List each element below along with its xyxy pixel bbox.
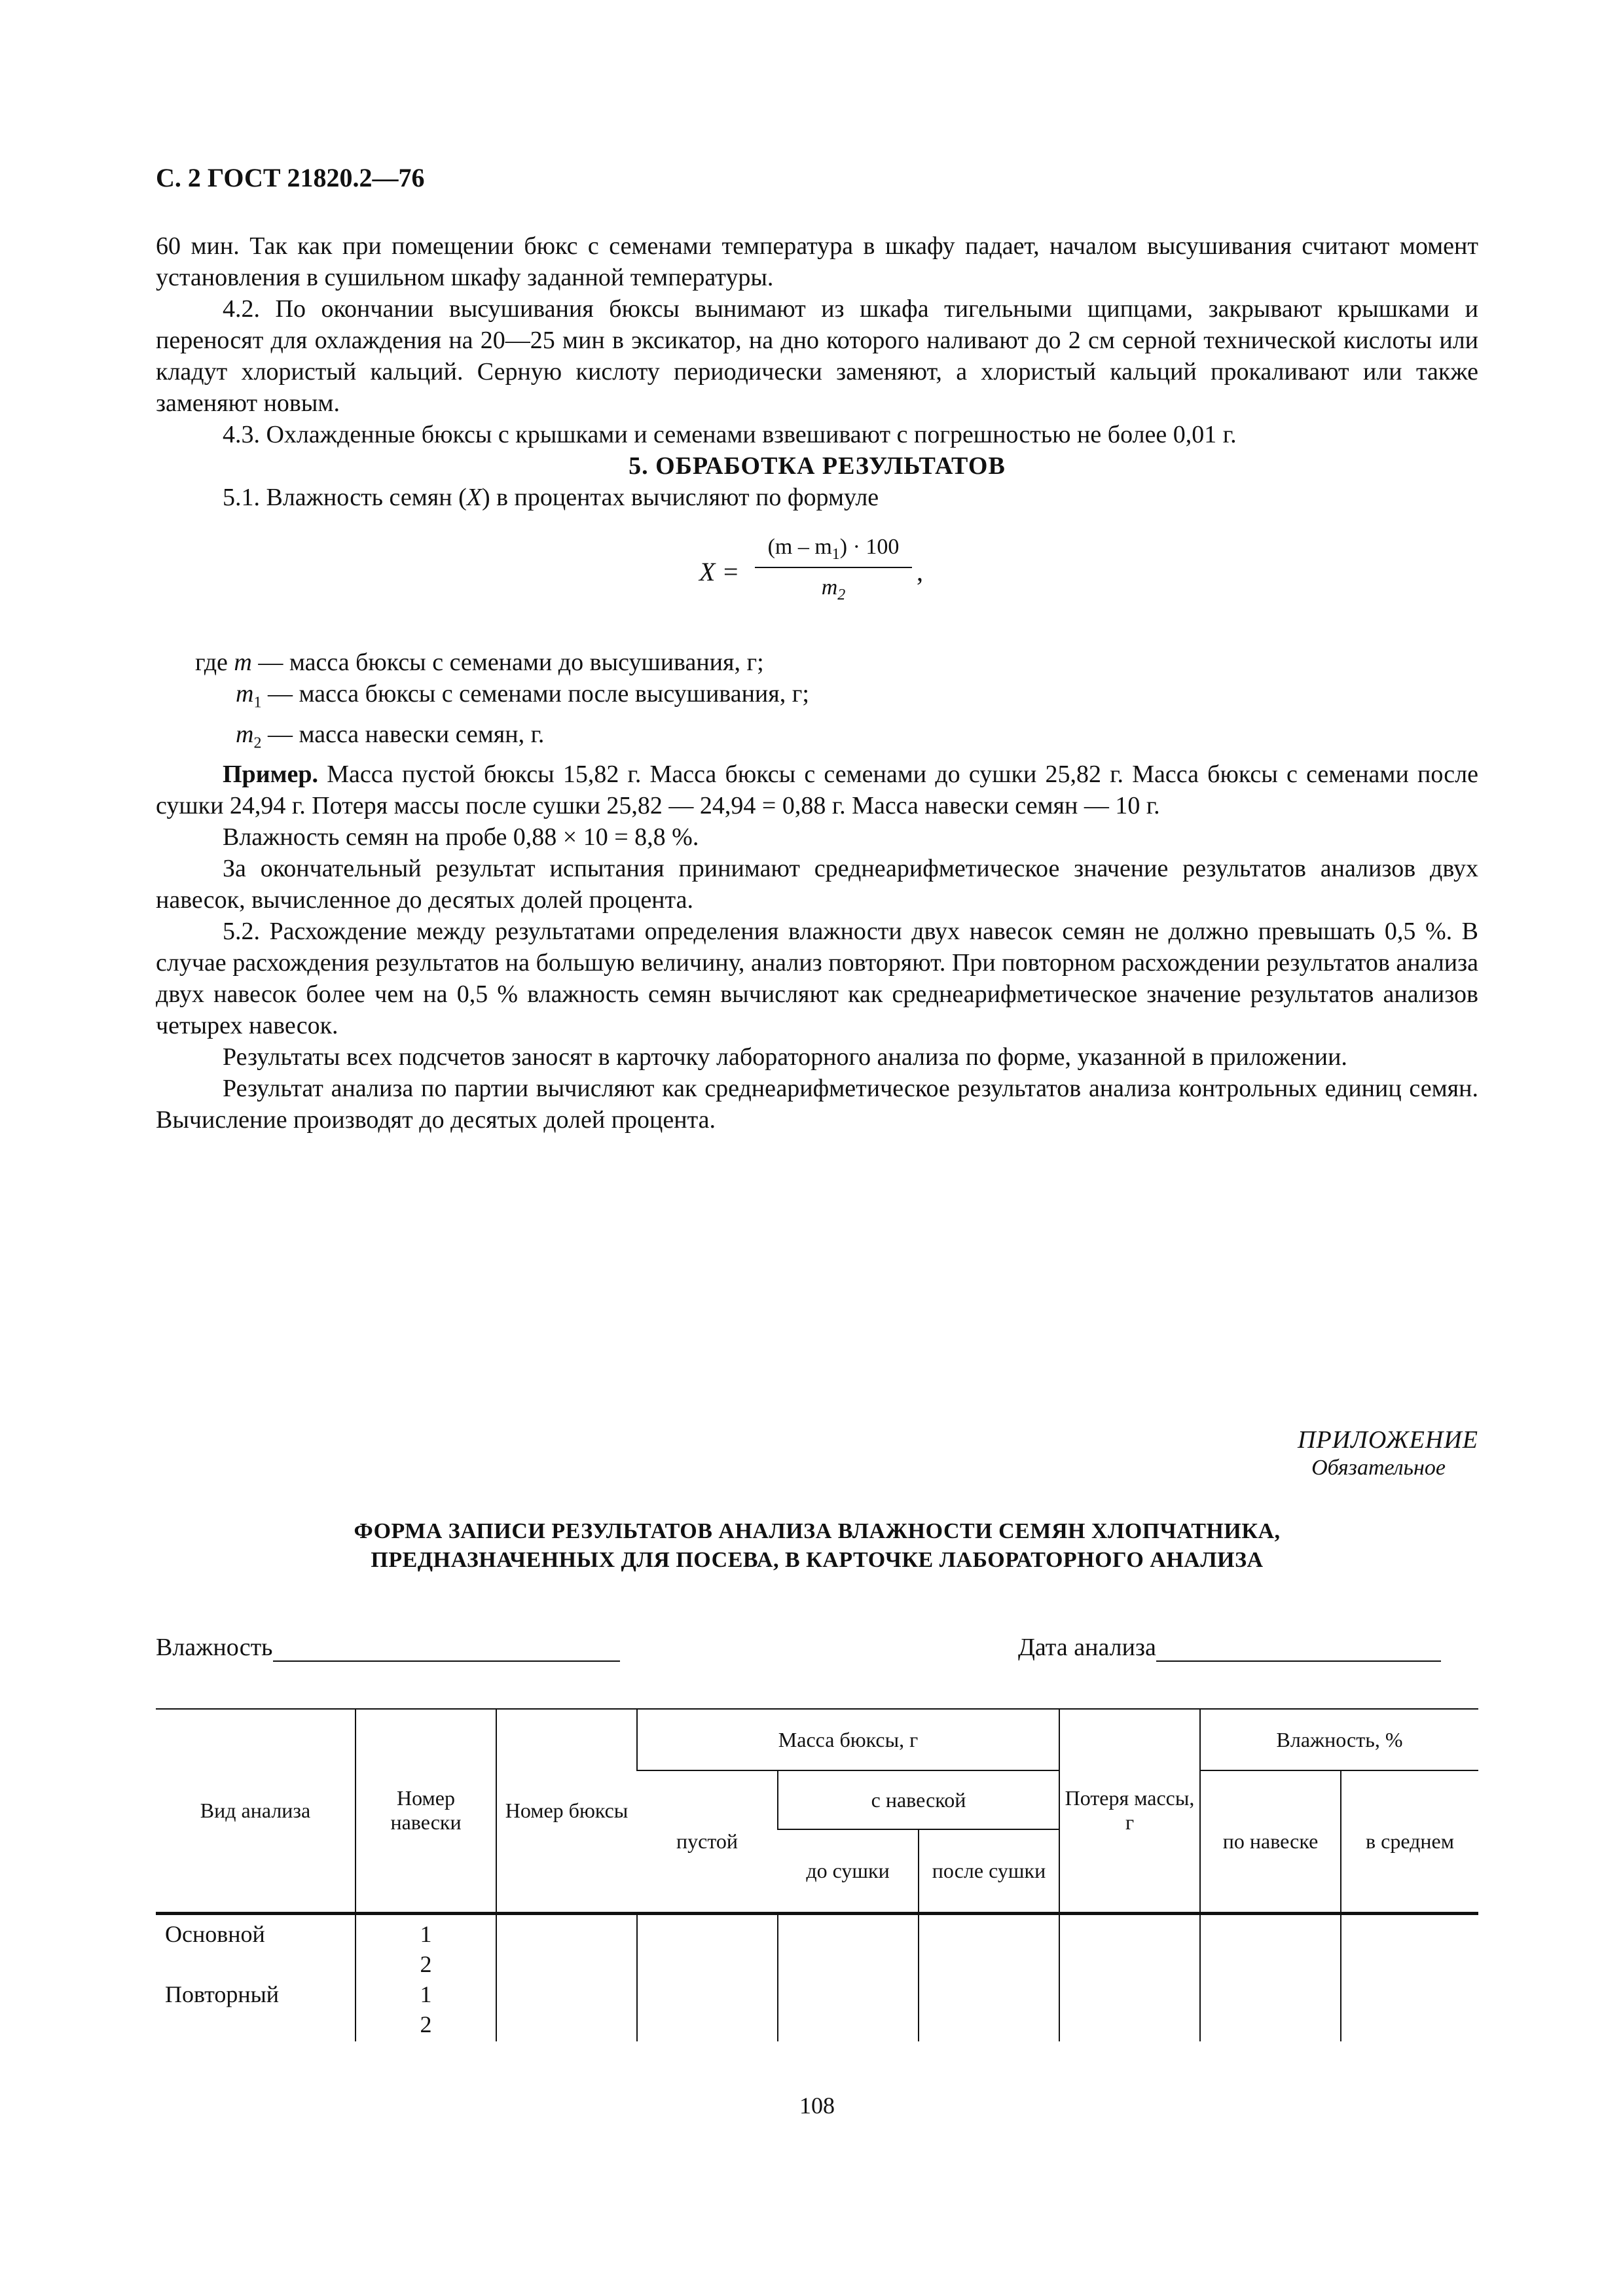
formula-comma: ,: [917, 557, 923, 586]
header-before-drying: до сушки: [778, 1829, 919, 1913]
legend-where: где: [195, 649, 234, 676]
formula-legend: [156, 647, 1478, 759]
legend-m-var: m: [234, 649, 252, 676]
section-5-title: 5. ОБРАБОТКА РЕЗУЛЬТАТОВ: [629, 452, 1006, 480]
example-label: Пример.: [223, 761, 318, 789]
empty-mass-cell[interactable]: [637, 1913, 778, 2041]
per-sample-cell[interactable]: [1200, 1913, 1341, 2041]
form-title: [156, 1517, 1478, 1575]
paragraph-4-2: 4.2. По окончании высушивания бюксы вынимают из шкафа тигельными щипцами, закрывают крышками и переносят для охлаждения на 20—25 мин в эксикатор, на дно которого наливают до 2 см серной технической кислоты или кладут хлористый кальций. Серную кислоту периодически заменяют, а хлористый кальций прокаливают или также заменяют новым.: [156, 295, 1478, 417]
header-average: в среднем: [1341, 1770, 1478, 1913]
row-label-spacer: [160, 1949, 351, 1979]
legend-m1: [156, 678, 1478, 719]
header-empty: пустой: [637, 1770, 778, 1913]
table-body-row: [156, 1913, 1478, 2041]
formula-denominator: [755, 572, 912, 611]
mass-loss-cell[interactable]: [1059, 1913, 1200, 2041]
paragraph-5-2: 5.2. Расхождение между результатами определения влажности двух навесок семян не должно превышать 0,5 %. В случае расхождения результатов на большую величину, анализ повторяют. При повторном расхождении результатов анализа двух навесок более чем на 0,5 % влажность семян вычисляют как среднеарифметическое значение результатов анализов четырех навесок.: [156, 918, 1478, 1040]
numerator-part-a: (m – m: [767, 535, 832, 559]
denominator-var: m: [821, 575, 838, 600]
header-with-sample: с навеской: [778, 1770, 1059, 1829]
appendix-subtitle: Обязательное: [1311, 1456, 1446, 1480]
sample-number: 1: [420, 1981, 432, 2007]
paragraph-4-3: 4.3. Охлажденные бюксы с крышками и семенами взвешивают с погрешностью не более 0,01 г.: [223, 421, 1237, 448]
fraction-bar: [755, 567, 912, 568]
legend-m-text: — масса бюксы с семенами до высушивания, г;: [251, 649, 764, 676]
sample-number: 1: [420, 1920, 432, 1947]
results-paragraph: Результаты всех подсчетов заносят в карточку лабораторного анализа по форме, указанной в приложении.: [223, 1043, 1347, 1071]
legend-m1-sub: 1: [253, 694, 262, 711]
sample-number-cell: [356, 1913, 496, 2041]
moisture-field: [156, 1633, 620, 1662]
formula-numerator: [755, 531, 912, 570]
moisture-formula: [156, 531, 1478, 617]
after-drying-cell[interactable]: [919, 1913, 1059, 2041]
date-field-line[interactable]: [1156, 1634, 1441, 1662]
legend-m2-sub: 2: [253, 734, 262, 752]
row-label-repeat: Повторный: [165, 1981, 280, 2007]
denominator-subscript: 2: [837, 586, 846, 603]
numerator-part-b: ) · 100: [839, 535, 900, 559]
date-field-label: Дата анализа: [1018, 1634, 1156, 1661]
moisture-field-label: Влажность: [156, 1634, 273, 1661]
row-label-main: Основной: [165, 1920, 265, 1947]
date-field: [1018, 1633, 1441, 1662]
header-analysis-type: Вид анализа: [156, 1709, 356, 1913]
form-title-line-1: ФОРМА ЗАПИСИ РЕЗУЛЬТАТОВ АНАЛИЗА ВЛАЖНОСТИ СЕМЯН ХЛОПЧАТНИКА,: [354, 1519, 1281, 1543]
legend-m: [156, 647, 1478, 678]
header-box-number: Номер бюксы: [496, 1709, 637, 1913]
legend-m1-text: — масса бюксы с семенами после высушивания, г;: [261, 680, 809, 708]
page-number: 108: [799, 2092, 835, 2119]
sample-number: 2: [420, 2011, 432, 2037]
paragraph-continuation: 60 мин. Так как при помещении бюкс с семенами температура в шкафу падает, началом высушивания считают момент установления в сушильном шкафу заданной температуры.: [156, 232, 1478, 291]
average-cell[interactable]: [1341, 1913, 1478, 2041]
header-moisture: Влажность, %: [1200, 1709, 1478, 1770]
before-drying-cell[interactable]: [778, 1913, 919, 2041]
results-form-table: [156, 1708, 1478, 2041]
header-after-drying: после сушки: [919, 1829, 1059, 1913]
appendix-title: ПРИЛОЖЕНИЕ: [1298, 1426, 1478, 1454]
appendix-label: [1298, 1426, 1478, 1480]
document-page: [156, 0, 1478, 2296]
formula-lhs: X =: [699, 557, 740, 586]
box-number-cell[interactable]: [496, 1913, 637, 2041]
form-fields: [156, 1633, 1478, 1672]
final-result-paragraph: За окончательный результат испытания принимают среднеарифметическое значение результатов анализов двух навесок, вычисленное до десятых долей процента.: [156, 855, 1478, 914]
header-mass-loss: Потеря массы, г: [1059, 1709, 1200, 1913]
paragraph-5-1-end: ) в процентах вычисляют по формуле: [481, 484, 879, 511]
moisture-field-line[interactable]: [273, 1634, 620, 1662]
moisture-sample-paragraph: Влажность семян на пробе 0,88 × 10 = 8,8 %.: [223, 823, 699, 852]
variable-x: X: [466, 484, 482, 511]
paragraph-5-1-start: 5.1. Влажность семян (: [223, 484, 467, 511]
paragraph-5-1: [156, 482, 1478, 513]
legend-m2-text: — масса навески семян, г.: [261, 720, 545, 748]
batch-paragraph: Результат анализа по партии вычисляют как среднеарифметическое результатов анализа контрольных единиц семян. Вычисление производят до десятых долей процента.: [156, 1075, 1478, 1134]
header-per-sample: по навеске: [1200, 1770, 1341, 1913]
legend-m2: [156, 719, 1478, 759]
header-box-mass: Масса бюксы, г: [637, 1709, 1059, 1770]
analysis-type-cell: [156, 1913, 356, 2041]
form-title-line-2: ПРЕДНАЗНАЧЕННЫХ ДЛЯ ПОСЕВА, В КАРТОЧКЕ ЛАБОРАТОРНОГО АНАЛИЗА: [371, 1548, 1264, 1572]
example-text: Масса пустой бюксы 15,82 г. Масса бюксы с семенами до сушки 25,82 г. Масса бюксы с семенами после сушки 24,94 г. Потеря массы после сушки 25,82 — 24,94 = 0,88 г. Масса навески семян — 10 г.: [156, 761, 1478, 820]
page-header: С. 2 ГОСТ 21820.2—76: [156, 163, 425, 192]
example-paragraph: [156, 759, 1478, 821]
header-sample-number: Номер навески: [356, 1709, 496, 1913]
legend-m1-var: m: [236, 680, 254, 708]
numerator-subscript: 1: [831, 545, 840, 563]
body-text: [156, 230, 1478, 1136]
legend-m2-var: m: [236, 720, 254, 748]
sample-number: 2: [420, 1950, 432, 1977]
